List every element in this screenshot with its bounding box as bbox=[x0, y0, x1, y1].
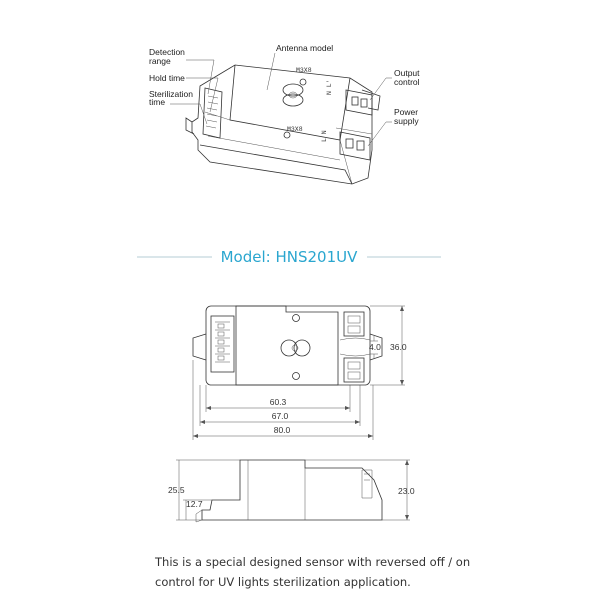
callout-sterilization-time-line2: time bbox=[149, 97, 166, 107]
callout-power-supply: Power bbox=[394, 107, 419, 117]
top-cover bbox=[236, 306, 338, 385]
side-view bbox=[168, 460, 415, 522]
dim-flange-height: 25.5 bbox=[168, 485, 185, 495]
top-left-tab bbox=[193, 334, 206, 360]
top-antenna-hole bbox=[281, 340, 310, 356]
dim-width: 36.0 bbox=[390, 342, 407, 352]
top-screw-bottom bbox=[293, 373, 300, 380]
callout-detection-range-line2: range bbox=[149, 56, 171, 66]
callout-output-control: Output bbox=[394, 68, 420, 78]
product-description bbox=[155, 552, 475, 592]
dim-overall-length: 80.0 bbox=[273, 425, 291, 435]
dim-overall-height: 23.0 bbox=[398, 486, 415, 496]
dim-mid-length: 67.0 bbox=[271, 411, 289, 421]
callout-power-supply-line2: supply bbox=[394, 116, 419, 126]
iso-left-tab bbox=[186, 118, 194, 134]
top-terminal-block bbox=[344, 312, 364, 382]
iso-screw-top bbox=[300, 79, 306, 85]
model-label: Model: HNS201UV bbox=[220, 248, 358, 266]
isometric-view bbox=[149, 43, 420, 184]
callout-hold-time: Hold time bbox=[149, 73, 185, 83]
dim-inner-length: 60.3 bbox=[269, 397, 287, 407]
screw-top-label: M3X8 bbox=[296, 67, 312, 74]
iso-dip-switch bbox=[203, 88, 222, 138]
callout-sterilization-time: Sterilization bbox=[149, 89, 193, 99]
dim-slot-width: 4.0 bbox=[369, 342, 381, 352]
top-view bbox=[193, 306, 407, 440]
side-body-outline bbox=[202, 460, 382, 520]
iso-output-terminal bbox=[346, 90, 372, 115]
screw-bottom-label: M3X8 bbox=[287, 126, 303, 133]
description-line-1: This is a special designed sensor with reversed off / on bbox=[155, 555, 471, 569]
dim-body-height: 12.7 bbox=[186, 499, 203, 509]
power-terminal-label: L N bbox=[321, 130, 328, 142]
description-line-2: control for UV lights sterilization application. bbox=[155, 575, 411, 589]
callout-antenna-model: Antenna model bbox=[276, 43, 334, 53]
top-body-outline bbox=[206, 306, 370, 385]
iso-body-outline bbox=[192, 65, 372, 184]
iso-antenna-hole bbox=[283, 84, 303, 106]
model-title bbox=[137, 248, 441, 266]
callout-output-control-line2: control bbox=[394, 77, 420, 87]
output-terminal-label: N L' bbox=[326, 79, 333, 95]
top-screw-top bbox=[293, 315, 300, 322]
callout-detection-range: Detection bbox=[149, 47, 185, 57]
